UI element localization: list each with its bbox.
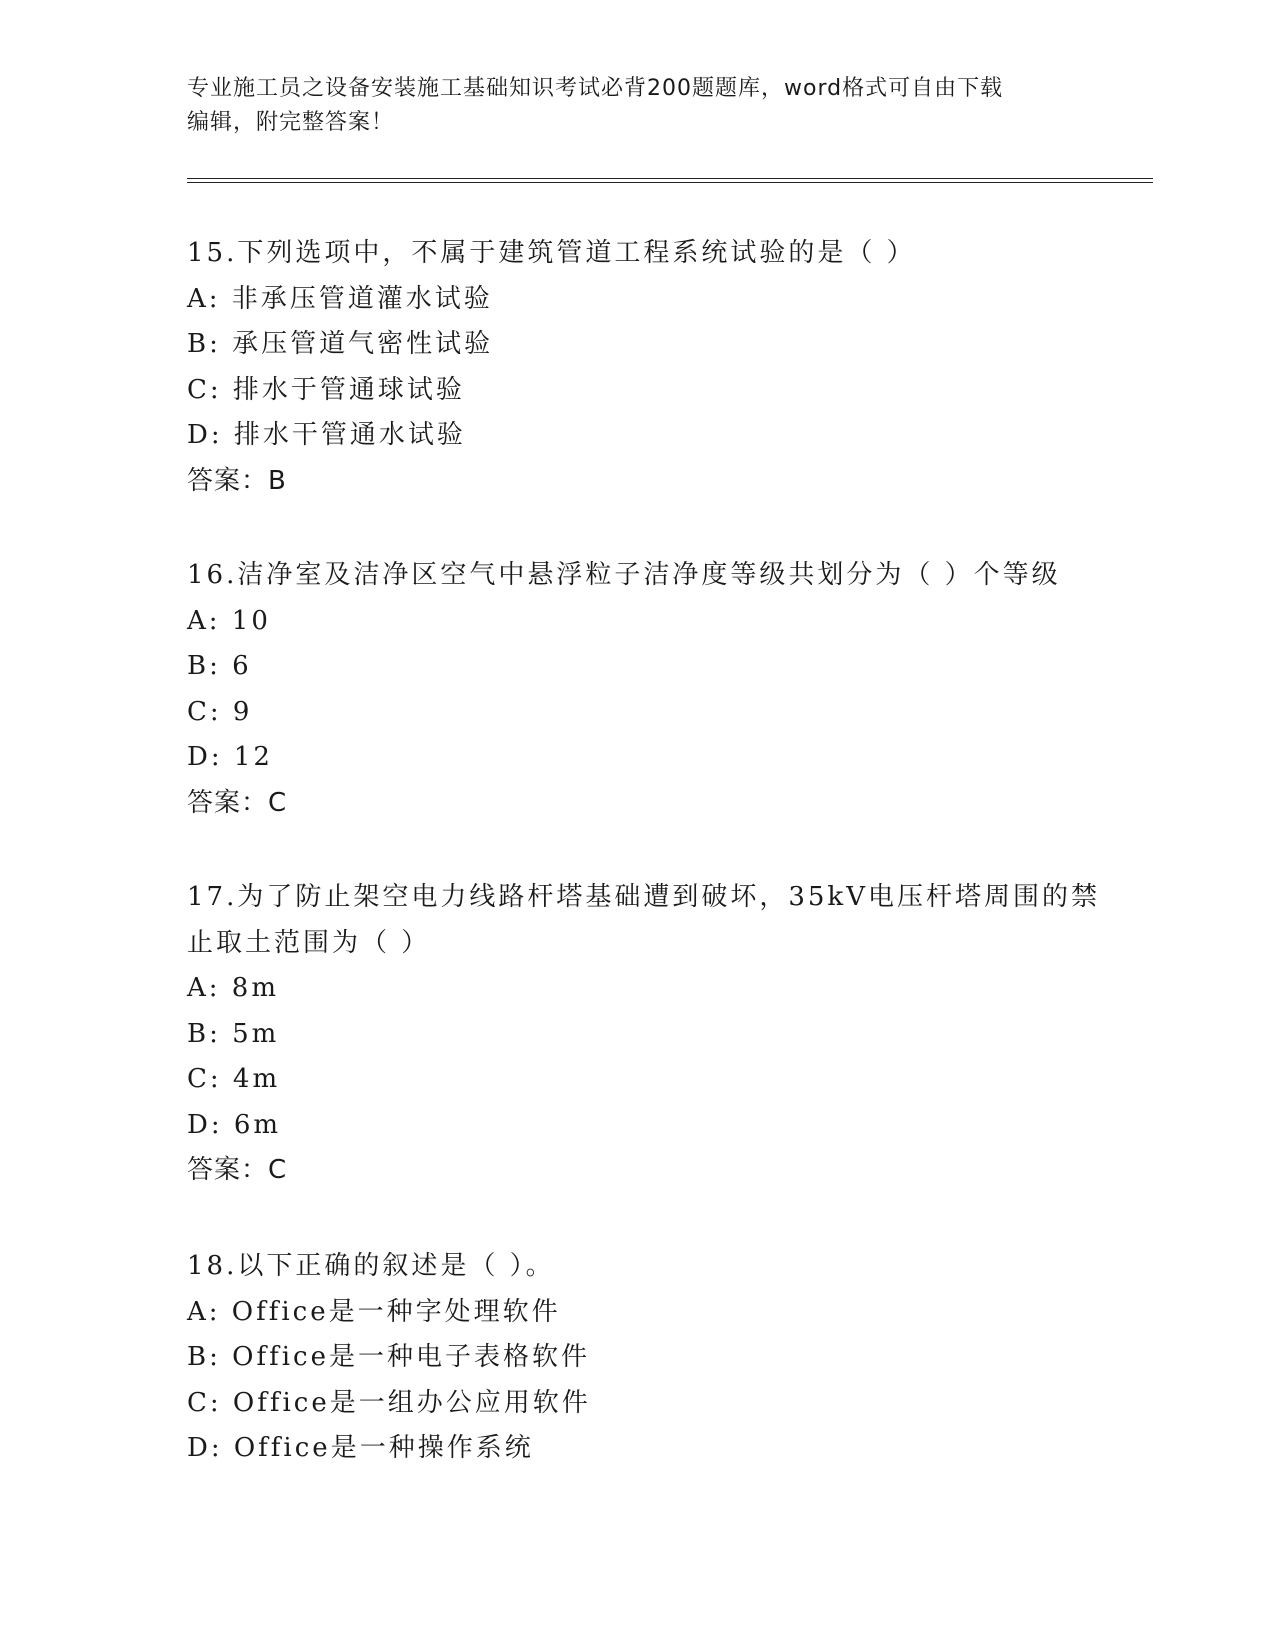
option-b: B: 承压管道气密性试验 bbox=[187, 329, 494, 359]
question-15 bbox=[187, 231, 1087, 504]
option-c: C: Office是一组办公应用软件 bbox=[187, 1387, 591, 1418]
option-d: D: 6m bbox=[187, 1109, 282, 1140]
question-18 bbox=[187, 1244, 1087, 1472]
option-d: D: Office是一种操作系统 bbox=[187, 1433, 534, 1463]
option-a: A: 8m bbox=[187, 973, 279, 1003]
header-divider-bottom bbox=[187, 182, 1153, 183]
option-b: B: 5m bbox=[187, 1018, 280, 1049]
option-a: A: Office是一种字处理软件 bbox=[187, 1296, 561, 1327]
question-17 bbox=[187, 875, 1100, 1194]
answer: 答案：B bbox=[187, 465, 287, 496]
option-d: D: 12 bbox=[187, 742, 273, 772]
header-divider-top bbox=[187, 178, 1153, 179]
option-a: A: 10 bbox=[187, 605, 271, 636]
question-16 bbox=[187, 553, 1087, 826]
option-c: C: 4m bbox=[187, 1064, 281, 1094]
answer: 答案：C bbox=[187, 1155, 288, 1185]
option-b: B: 6 bbox=[187, 651, 252, 681]
header-title-line1: 专业施工员之设备安装施工基础知识考试必背200题题库，word格式可自由下载 bbox=[187, 76, 1004, 101]
option-d: D: 排水干管通水试验 bbox=[187, 420, 466, 450]
option-c: C: 排水于管通球试验 bbox=[187, 374, 465, 405]
question-stem-line2: 止取土范围为（ ） bbox=[187, 927, 431, 958]
question-stem: 15.下列选项中，不属于建筑管道工程系统试验的是（ ） bbox=[187, 238, 916, 268]
question-stem-line1: 17.为了防止架空电力线路杆塔基础遭到破坏，35kV电压杆塔周围的禁 bbox=[187, 882, 1100, 912]
option-b: B: Office是一种电子表格软件 bbox=[187, 1342, 590, 1372]
question-stem: 16.洁净室及洁净区空气中悬浮粒子洁净度等级共划分为（ ）个等级 bbox=[187, 560, 1061, 590]
question-stem: 18.以下正确的叙述是（ ）。 bbox=[187, 1251, 555, 1281]
option-c: C: 9 bbox=[187, 696, 253, 727]
answer: 答案：C bbox=[187, 787, 288, 818]
document-header bbox=[187, 72, 1067, 140]
header-title-line2: 编辑，附完整答案！ bbox=[187, 110, 395, 135]
option-a: A: 非承压管道灌水试验 bbox=[187, 283, 493, 314]
